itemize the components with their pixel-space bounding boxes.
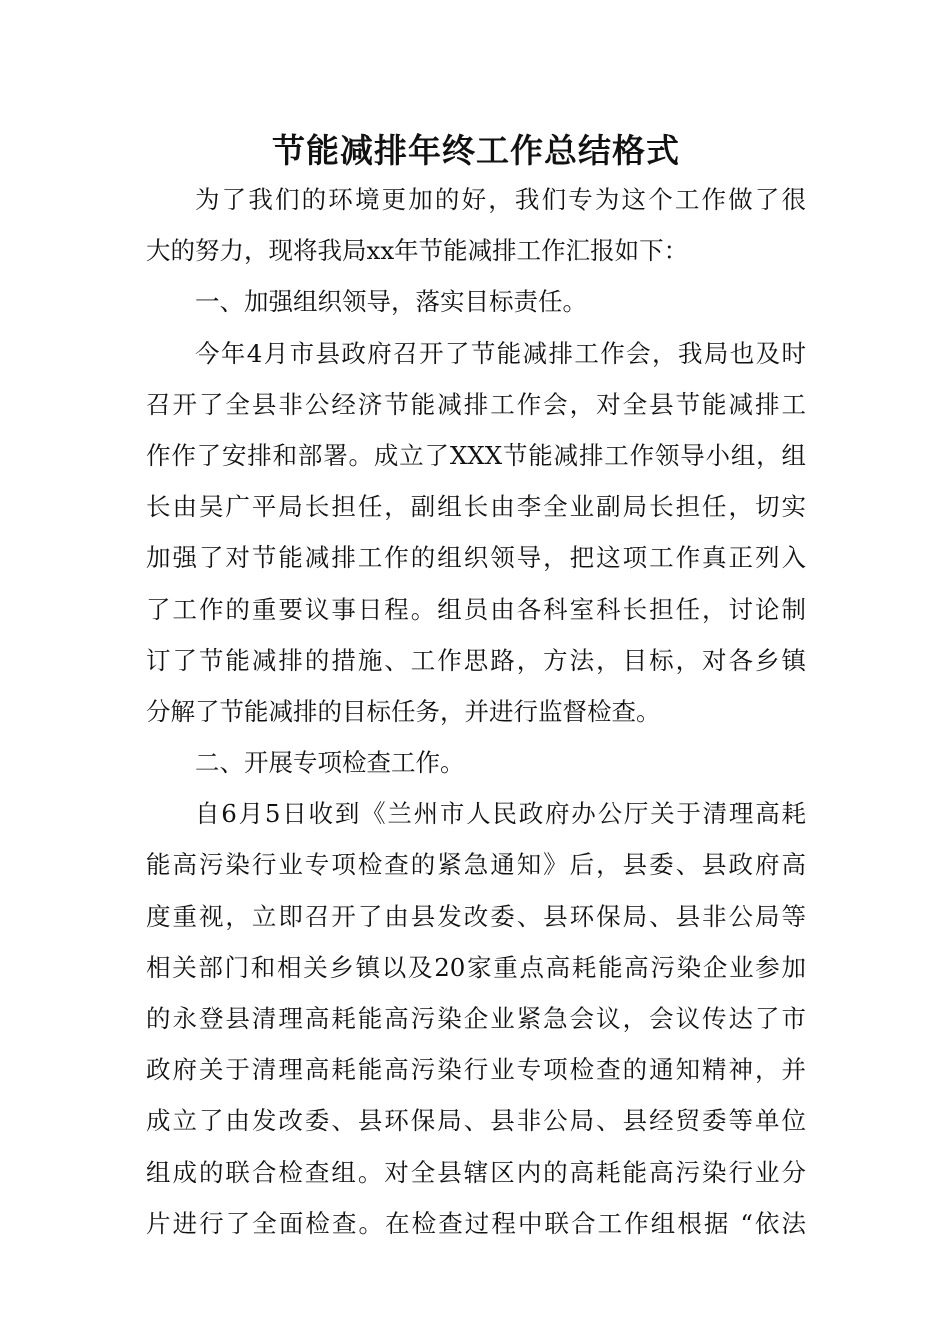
paragraph-line: 今年4月市县政府召开了节能减排工作会，我局也及时 <box>195 338 806 368</box>
paragraph-line: 成立了由发改委、县环保局、县非公局、县经贸委等单位 <box>146 1106 806 1136</box>
paragraph-line: 大的努力，现将我局xx年节能减排工作汇报如下： <box>146 236 689 266</box>
paragraph-line: 加强了对节能减排工作的组织领导，把这项工作真正列入 <box>146 543 806 573</box>
paragraph-line: 政府关于清理高耗能高污染行业专项检查的通知精神，并 <box>146 1055 806 1085</box>
paragraph-line: 作作了安排和部署。成立了XXX节能减排工作领导小组，组 <box>146 440 806 470</box>
paragraph-line: 了工作的重要议事日程。组员由各科室科长担任，讨论制 <box>146 594 806 624</box>
section-heading: 一、加强组织领导，落实目标责任。 <box>195 287 587 317</box>
document-title: 节能减排年终工作总结格式 <box>272 131 680 170</box>
paragraph-line: 度重视，立即召开了由县发改委、县环保局、县非公局等 <box>146 901 806 931</box>
section-heading: 二、开展专项检查工作。 <box>195 748 465 778</box>
paragraph-line: 分解了节能减排的目标任务，并进行监督检查。 <box>146 696 661 726</box>
paragraph-line: 相关部门和相关乡镇以及20家重点高耗能高污染企业参加 <box>146 952 806 982</box>
paragraph-line: 自6月5日收到《兰州市人民政府办公厅关于清理高耗 <box>195 799 806 829</box>
paragraph-line: 长由吴广平局长担任，副组长由李全业副局长担任，切实 <box>146 492 806 522</box>
paragraph-line: 为了我们的环境更加的好，我们专为这个工作做了很 <box>195 185 806 214</box>
paragraph-line: 能高污染行业专项检查的紧急通知》后，县委、县政府高 <box>146 850 806 880</box>
paragraph-line: 片进行了全面检查。在检查过程中联合工作组根据 “依法 <box>146 1208 806 1238</box>
paragraph-line: 组成的联合检查组。对全县辖区内的高耗能高污染行业分 <box>146 1157 806 1187</box>
paragraph-line: 订了节能减排的措施、工作思路，方法，目标，对各乡镇 <box>146 645 806 675</box>
paragraph-line: 召开了全县非公经济节能减排工作会，对全县节能减排工 <box>146 389 806 419</box>
document-body <box>146 174 806 1249</box>
paragraph-line: 的永登县清理高耗能高污染企业紧急会议，会议传达了市 <box>146 1004 806 1033</box>
